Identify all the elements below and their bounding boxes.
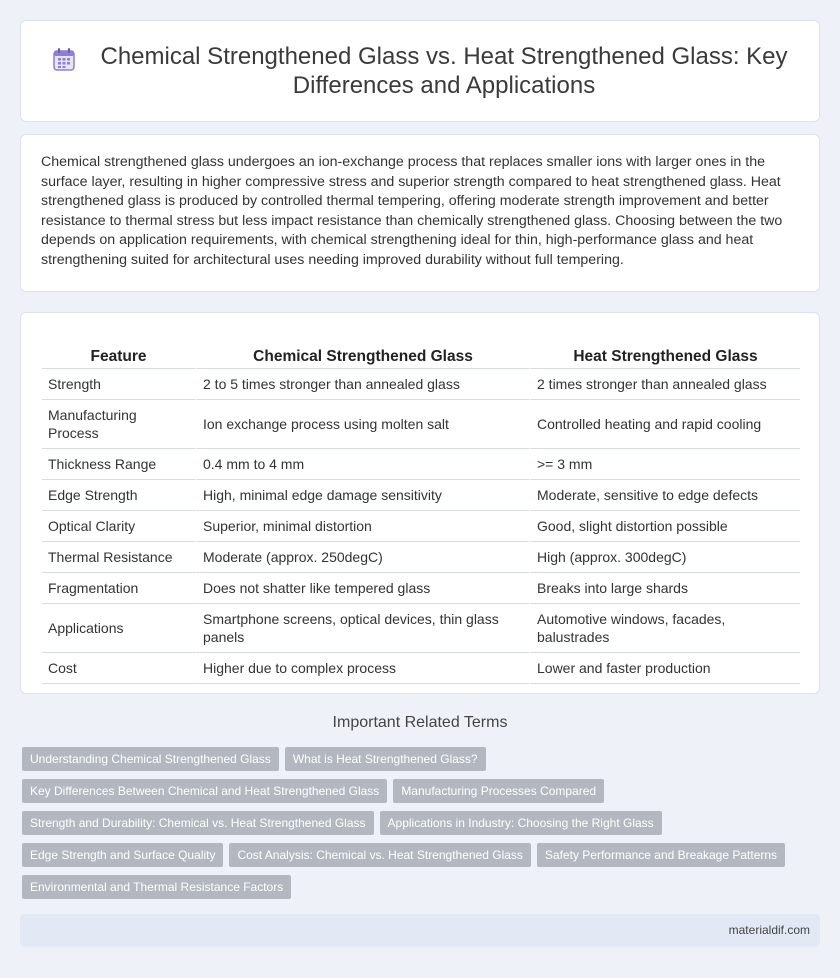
heat-cell: Lower and faster production — [529, 653, 800, 684]
comparison-table-card — [20, 312, 820, 694]
table-row — [42, 653, 800, 684]
chemical-cell: 0.4 mm to 4 mm — [195, 449, 529, 480]
related-term-tag[interactable]: Understanding Chemical Strengthened Glass — [22, 747, 279, 771]
heat-cell: Good, slight distortion possible — [529, 511, 800, 542]
heat-cell: Automotive windows, facades, balustrades — [529, 604, 800, 653]
table-row — [42, 573, 800, 604]
feature-cell: Cost — [42, 653, 195, 684]
chemical-cell: Moderate (approx. 250degC) — [195, 542, 529, 573]
header-feature: Feature — [42, 333, 195, 369]
calendar-icon — [51, 46, 77, 72]
related-term-tag[interactable]: Manufacturing Processes Compared — [393, 779, 604, 803]
chemical-cell: Ion exchange process using molten salt — [195, 400, 529, 449]
table-row — [42, 542, 800, 573]
header-chemical: Chemical Strengthened Glass — [195, 333, 529, 369]
chemical-cell: 2 to 5 times stronger than annealed glass — [195, 369, 529, 400]
feature-cell: Fragmentation — [42, 573, 195, 604]
feature-cell: Thickness Range — [42, 449, 195, 480]
related-term-tag[interactable]: Environmental and Thermal Resistance Factors — [22, 875, 291, 899]
related-terms-heading: Important Related Terms — [332, 714, 508, 731]
feature-cell: Edge Strength — [42, 480, 195, 511]
related-term-tag[interactable]: Cost Analysis: Chemical vs. Heat Strengthened Glass — [229, 843, 530, 867]
related-term-tag[interactable]: Strength and Durability: Chemical vs. Heat Strengthened Glass — [22, 811, 374, 835]
page-title: Chemical Strengthened Glass vs. Heat Strengthened Glass: Key Differences and Applications — [100, 43, 788, 99]
chemical-cell: Higher due to complex process — [195, 653, 529, 684]
chemical-cell: Smartphone screens, optical devices, thin glass panels — [195, 604, 529, 653]
comparison-table — [42, 333, 800, 684]
chemical-cell: Does not shatter like tempered glass — [195, 573, 529, 604]
table-row — [42, 369, 800, 400]
feature-cell: Manufacturing Process — [42, 400, 195, 449]
related-term-tag[interactable]: Edge Strength and Surface Quality — [22, 843, 223, 867]
table-row — [42, 604, 800, 653]
table-row — [42, 480, 800, 511]
header-card — [20, 20, 820, 122]
heat-cell: Breaks into large shards — [529, 573, 800, 604]
footer-site-link[interactable]: materialdif.com — [728, 923, 810, 937]
chemical-cell: Superior, minimal distortion — [195, 511, 529, 542]
feature-cell: Optical Clarity — [42, 511, 195, 542]
related-term-tag[interactable]: Key Differences Between Chemical and Heat Strengthened Glass — [22, 779, 387, 803]
table-row — [42, 449, 800, 480]
related-terms-tags — [22, 747, 812, 907]
heat-cell: 2 times stronger than annealed glass — [529, 369, 800, 400]
feature-cell: Strength — [42, 369, 195, 400]
related-term-tag[interactable]: What is Heat Strengthened Glass? — [285, 747, 486, 771]
table-header-row — [42, 333, 800, 369]
table-row — [42, 511, 800, 542]
heat-cell: Controlled heating and rapid cooling — [529, 400, 800, 449]
intro-paragraph: Chemical strengthened glass undergoes an ion-exchange process that replaces smaller ions with larger ones in the surface layer, resulting in higher compressive stress and superior strength compared to heat strengthened glass. Heat strengthened glass is produced by controlled thermal tempering, offering moderate strength improvement and better resistance to thermal stress but less impact resistance than chemically strengthened glass. Choosing between the two depends on application requirements, with chemical strengthening ideal for thin, high-performance glass and heat strengthening suited for architectural uses needing improved durability without full tempering. — [41, 154, 783, 268]
footer — [20, 914, 820, 947]
heat-cell: >= 3 mm — [529, 449, 800, 480]
chemical-cell: High, minimal edge damage sensitivity — [195, 480, 529, 511]
table-row — [42, 400, 800, 449]
feature-cell: Thermal Resistance — [42, 542, 195, 573]
heat-cell: High (approx. 300degC) — [529, 542, 800, 573]
related-term-tag[interactable]: Applications in Industry: Choosing the Right Glass — [380, 811, 662, 835]
intro-card — [20, 134, 820, 292]
heat-cell: Moderate, sensitive to edge defects — [529, 480, 800, 511]
header-heat: Heat Strengthened Glass — [529, 333, 800, 369]
related-term-tag[interactable]: Safety Performance and Breakage Patterns — [537, 843, 785, 867]
feature-cell: Applications — [42, 604, 195, 653]
